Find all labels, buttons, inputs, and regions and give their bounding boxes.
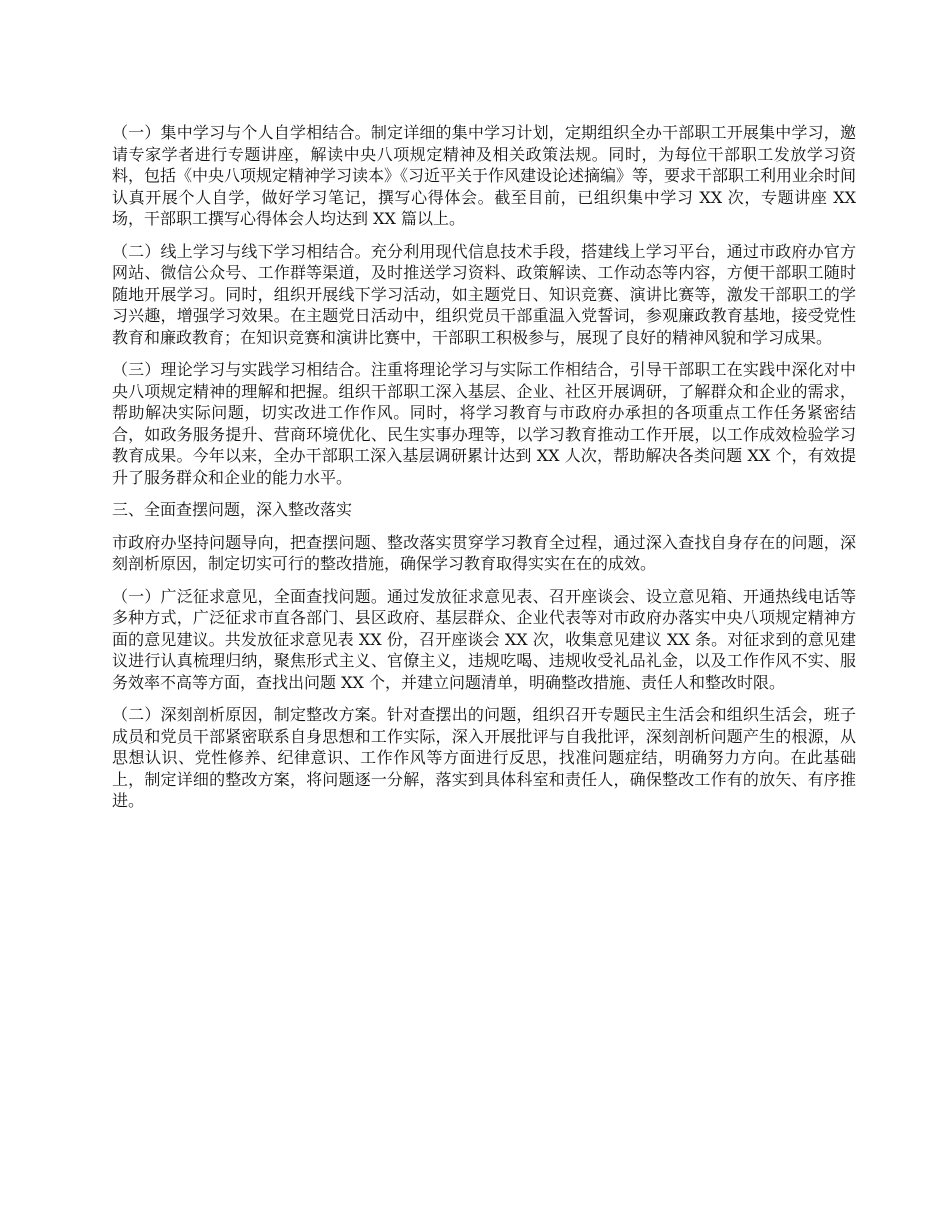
paragraph-analyze-causes: （二）深刻剖析原因，制定整改方案。针对查摆出的问题，组织召开专题民主生活会和组织生活会，班子成员和党员干部紧密联系自身思想和工作实际，深入开展批评与自我批评，深刻剖析问题产生的根源，从思想认识、党性修养、纪律意识、工作作风等方面进行反思，找准问题症结，明确努力方向。在此基础上，制定详细的整改方案，将问题逐一分解，落实到具体科室和责任人，确保整改工作有的放矢、有序推进。 bbox=[112, 705, 856, 810]
document-body bbox=[112, 122, 856, 823]
paragraph-solicit-opinions: （一）广泛征求意见，全面查找问题。通过发放征求意见表、召开座谈会、设立意见箱、开通热线电话等多种方式，广泛征求市直各部门、县区政府、基层群众、企业代表等对市政府办落实中央八项规定精神方面的意见建议。共发放征求意见表 XX 份，召开座谈会 XX 次，收集意见建议 XX 条。对征求到的意见建议进行认真梳理归纳，聚焦形式主义、官僚主义，违规吃喝、违规收受礼品礼金，以及工作作风不实、服务效率不高等方面，查找出问题 XX 个，并建立问题清单，明确整改措施、责任人和整改时限。 bbox=[112, 586, 856, 692]
paragraph-theory-and-practice-study: （三）理论学习与实践学习相结合。注重将理论学习与实际工作相结合，引导干部职工在实践中深化对中央八项规定精神的理解和把握。组织干部职工深入基层、企业、社区开展调研，了解群众和企业的需求，帮助解决实际问题，切实改进工作作风。同时，将学习教育与市政府办承担的各项重点工作任务紧密结合，如政务服务提升、营商环境优化、民生实事办理等，以学习教育推动工作开展，以工作成效检验学习教育成果。今年以来，全办干部职工深入基层调研累计达到 XX 人次，帮助解决各类问题 XX 个，有效提升了服务群众和企业的能力水平。 bbox=[112, 360, 856, 487]
paragraph-centralized-and-self-study: （一）集中学习与个人自学相结合。制定详细的集中学习计划，定期组织全办干部职工开展集中学习，邀请专家学者进行专题讲座，解读中央八项规定精神及相关政策法规。同时，为每位干部职工发放学习资料，包括《中央八项规定精神学习读本》《习近平关于作风建设论述摘编》等，要求干部职工利用业余时间认真开展个人自学，做好学习笔记，撰写心得体会。截至目前，已组织集中学习 XX 次，专题讲座 XX 场，干部职工撰写心得体会人均达到 XX 篇以上。 bbox=[112, 123, 857, 228]
paragraph-online-and-offline-study: （二）线上学习与线下学习相结合。充分利用现代信息技术手段，搭建线上学习平台，通过市政府办官方网站、微信公众号、工作群等渠道，及时推送学习资料、政策解读、工作动态等内容，方便干部职工随时随地开展学习。同时，组织开展线下学习活动，如主题党日、知识竞赛、演讲比赛等，激发干部职工的学习兴趣，增强学习效果。在主题党日活动中，组织党员干部重温入党誓词，参观廉政教育基地，接受党性教育和廉政教育；在知识竞赛和演讲比赛中，干部职工积极参与，展现了良好的精神风貌和学习成果。 bbox=[112, 241, 856, 347]
paragraph-problem-orientation: 市政府办坚持问题导向，把查摆问题、整改落实贯穿学习教育全过程，通过深入查找自身存在的问题，深刻剖析原因，制定切实可行的整改措施，确保学习教育取得实实在在的成效。 bbox=[112, 532, 856, 573]
section-heading-three: 三、全面查摆问题，深入整改落实 bbox=[112, 500, 353, 519]
